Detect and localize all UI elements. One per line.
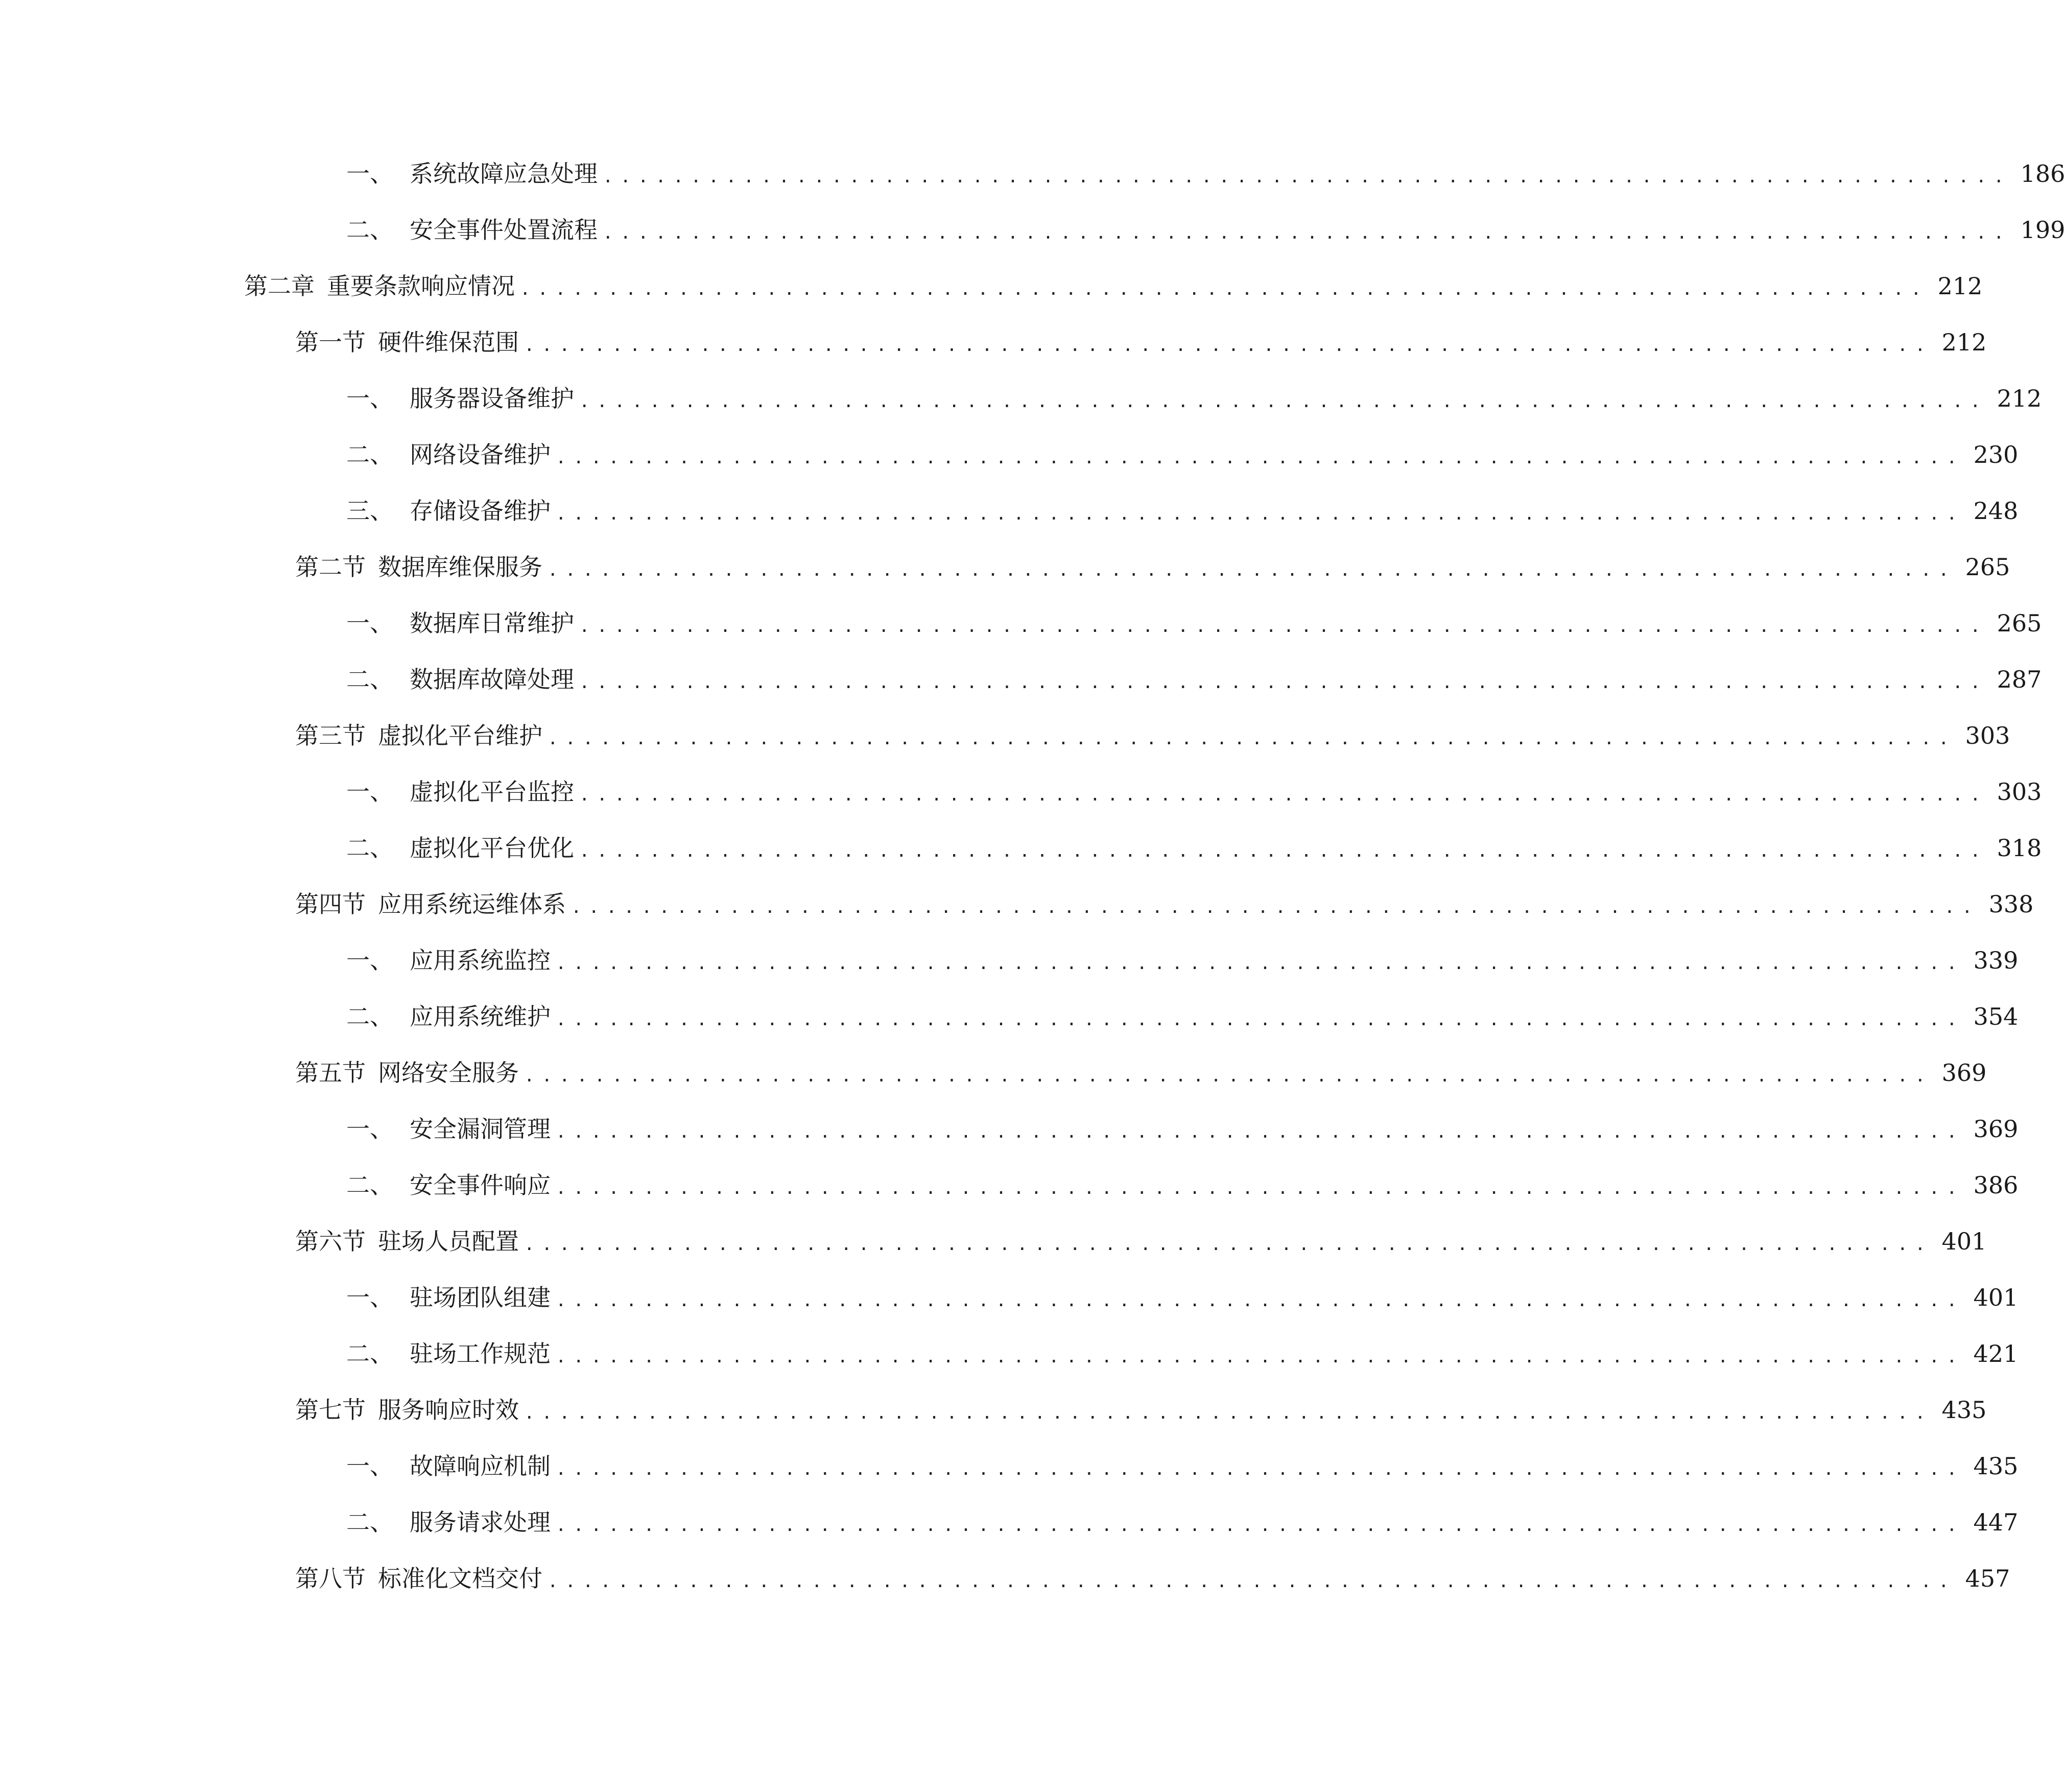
dot-leader: ................................................................................	[579, 841, 1988, 861]
dot-leader: ................................................................................	[556, 1347, 1964, 1367]
toc-entry-page: 199	[2020, 216, 2065, 244]
dot-leader: ................................................................................	[579, 672, 1988, 693]
toc-entry-title: 重要条款响应情况	[327, 272, 515, 300]
toc-entry-number: 二、	[346, 1340, 393, 1367]
toc-entry-section[interactable]	[295, 322, 1987, 363]
toc-entry-page: 401	[1973, 1284, 2019, 1311]
dot-leader: ................................................................................	[556, 1009, 1964, 1030]
toc-entry-page: 401	[1941, 1228, 1987, 1255]
toc-entry-page: 287	[1997, 666, 2042, 693]
toc-entry[interactable]	[346, 603, 2042, 644]
toc-entry-title: 虚拟化平台优化	[410, 834, 574, 862]
toc-entry-number: 一、	[346, 778, 393, 806]
toc-entry-number: 第六节	[295, 1228, 366, 1255]
dot-leader: ................................................................................	[556, 1515, 1964, 1536]
toc-entry-section[interactable]	[295, 715, 2010, 756]
dot-leader: ................................................................................	[556, 1290, 1964, 1311]
toc-entry-number: 二、	[346, 1003, 393, 1030]
toc-entry-page: 265	[1965, 553, 2010, 581]
toc-entry-title: 驻场工作规范	[410, 1340, 551, 1367]
toc-entry-page: 303	[1965, 722, 2010, 749]
toc-entry-page: 369	[1941, 1059, 1987, 1087]
toc-entry-title: 系统故障应急处理	[410, 160, 598, 187]
toc-entry-page: 212	[1997, 385, 2042, 412]
toc-entry-page: 447	[1973, 1508, 2019, 1536]
toc-entry[interactable]	[346, 153, 2065, 194]
dot-leader: ................................................................................	[548, 560, 1956, 580]
dot-leader: ................................................................................	[571, 897, 1980, 917]
toc-entry-number: 一、	[346, 1452, 393, 1480]
toc-entry-title: 应用系统监控	[410, 947, 551, 974]
toc-entry-title: 驻场人员配置	[378, 1228, 519, 1255]
toc-entry-title: 应用系统维护	[410, 1003, 551, 1030]
toc-entry-page: 212	[1937, 272, 1983, 300]
toc-entry-page: 230	[1973, 441, 2019, 468]
toc-entry-page: 421	[1973, 1340, 2019, 1367]
toc-entry-title: 安全事件处置流程	[410, 216, 598, 244]
toc-entry-page: 265	[1997, 609, 2042, 637]
toc-entry[interactable]	[346, 1165, 2019, 1206]
toc-entry-number: 一、	[346, 1115, 393, 1143]
toc-entry-number: 一、	[346, 1284, 393, 1311]
toc-entry[interactable]	[346, 996, 2019, 1037]
toc-entry-number: 第一节	[295, 328, 366, 356]
toc-entry-number: 二、	[346, 666, 393, 693]
toc-entry-page: 338	[1988, 890, 2034, 918]
toc-entry-page: 339	[1973, 947, 2019, 974]
toc-entry-number: 二、	[346, 1171, 393, 1199]
toc-entry[interactable]	[346, 659, 2042, 700]
dot-leader: ................................................................................	[548, 728, 1956, 749]
dot-leader: ................................................................................	[556, 953, 1964, 974]
toc-entry-page: 435	[1973, 1452, 2019, 1480]
toc-entry-page: 318	[1997, 834, 2042, 862]
dot-leader: ................................................................................	[524, 1403, 1933, 1423]
toc-entry-title: 服务请求处理	[410, 1508, 551, 1536]
toc-entry-page: 248	[1973, 497, 2019, 525]
toc-entry-page: 212	[1941, 328, 1987, 356]
toc-entry-title: 安全漏洞管理	[410, 1115, 551, 1143]
toc-entry-page: 303	[1997, 778, 2042, 806]
toc-entry-section[interactable]	[295, 1052, 1987, 1093]
toc-entry-number: 第八节	[295, 1565, 366, 1592]
dot-leader: ................................................................................	[548, 1571, 1956, 1592]
toc-entry[interactable]	[346, 434, 2019, 475]
toc-entry[interactable]	[346, 1277, 2019, 1318]
dot-leader: ................................................................................	[556, 1459, 1964, 1479]
toc-entry-number: 第二章	[244, 272, 315, 300]
toc-entry-title: 虚拟化平台监控	[410, 778, 574, 806]
toc-entry-title: 存储设备维护	[410, 497, 551, 525]
toc-entry-number: 二、	[346, 216, 393, 244]
toc-entry-number: 第四节	[295, 890, 366, 918]
toc-entry-section[interactable]	[295, 547, 2010, 587]
toc-entry-chapter[interactable]	[244, 266, 1983, 306]
toc-entry-title: 标准化文档交付	[378, 1565, 542, 1592]
dot-leader: ................................................................................	[524, 335, 1933, 356]
toc-entry[interactable]	[346, 490, 2019, 531]
toc-entry[interactable]	[346, 378, 2042, 419]
toc-entry-number: 一、	[346, 609, 393, 637]
toc-entry-number: 第二节	[295, 553, 366, 581]
toc-entry[interactable]	[346, 1333, 2019, 1374]
toc-entry-title: 应用系统运维体系	[378, 890, 566, 918]
toc-entry-title: 服务响应时效	[378, 1396, 519, 1424]
toc-entry[interactable]	[346, 771, 2042, 812]
toc-entry-number: 第三节	[295, 722, 366, 749]
dot-leader: ................................................................................	[556, 504, 1964, 524]
toc-entry-title: 服务器设备维护	[410, 385, 574, 412]
toc-entry[interactable]	[346, 1446, 2019, 1487]
toc-entry[interactable]	[346, 940, 2019, 981]
toc-entry-page: 386	[1973, 1171, 2019, 1199]
toc-entry-number: 二、	[346, 441, 393, 468]
toc-entry-number: 三、	[346, 497, 393, 525]
toc-entry-title: 虚拟化平台维护	[378, 722, 542, 749]
toc-entry-section[interactable]	[295, 884, 2034, 925]
toc-entry-page: 354	[1973, 1003, 2019, 1030]
toc-entry-number: 二、	[346, 834, 393, 862]
toc-entry-number: 一、	[346, 947, 393, 974]
toc-entry-title: 网络设备维护	[410, 441, 551, 468]
toc-entry-title: 安全事件响应	[410, 1171, 551, 1199]
dot-leader: ................................................................................	[603, 223, 2011, 243]
dot-leader: ................................................................................	[556, 1122, 1964, 1142]
toc-entry-number: 一、	[346, 160, 393, 187]
toc-entry-section[interactable]	[295, 1389, 1987, 1430]
toc-entry-section[interactable]	[295, 1558, 2010, 1599]
dot-leader: ................................................................................	[579, 391, 1988, 412]
toc-entry-title: 数据库日常维护	[410, 609, 574, 637]
toc-entry-number: 第七节	[295, 1396, 366, 1424]
toc-entry-title: 数据库维保服务	[378, 553, 542, 581]
toc-entry-title: 驻场团队组建	[410, 1284, 551, 1311]
toc-entry-title: 故障响应机制	[410, 1452, 551, 1480]
toc-entry-page: 186	[2020, 160, 2065, 187]
toc-entry-number: 一、	[346, 385, 393, 412]
toc-entry-title: 硬件维保范围	[378, 328, 519, 356]
toc-entry[interactable]	[346, 1109, 2019, 1149]
dot-leader: ................................................................................	[524, 1066, 1933, 1086]
dot-leader: ................................................................................	[520, 279, 1929, 299]
toc-entry-page: 369	[1973, 1115, 2019, 1143]
dot-leader: ................................................................................	[579, 616, 1988, 636]
toc-entry-page: 457	[1965, 1565, 2010, 1592]
dot-leader: ................................................................................	[603, 167, 2011, 187]
toc-entry-page: 435	[1941, 1396, 1987, 1424]
toc-entry[interactable]	[346, 209, 2065, 250]
toc-entry-title: 网络安全服务	[378, 1059, 519, 1087]
toc-entry-title: 数据库故障处理	[410, 666, 574, 693]
toc-entry[interactable]	[346, 1502, 2019, 1543]
dot-leader: ................................................................................	[524, 1234, 1933, 1255]
toc-entry[interactable]	[346, 828, 2042, 868]
dot-leader: ................................................................................	[556, 447, 1964, 468]
toc-entry-number: 二、	[346, 1508, 393, 1536]
dot-leader: ................................................................................	[556, 1178, 1964, 1198]
dot-leader: ................................................................................	[579, 785, 1988, 805]
toc-entry-section[interactable]	[295, 1221, 1987, 1262]
toc-entry-number: 第五节	[295, 1059, 366, 1087]
